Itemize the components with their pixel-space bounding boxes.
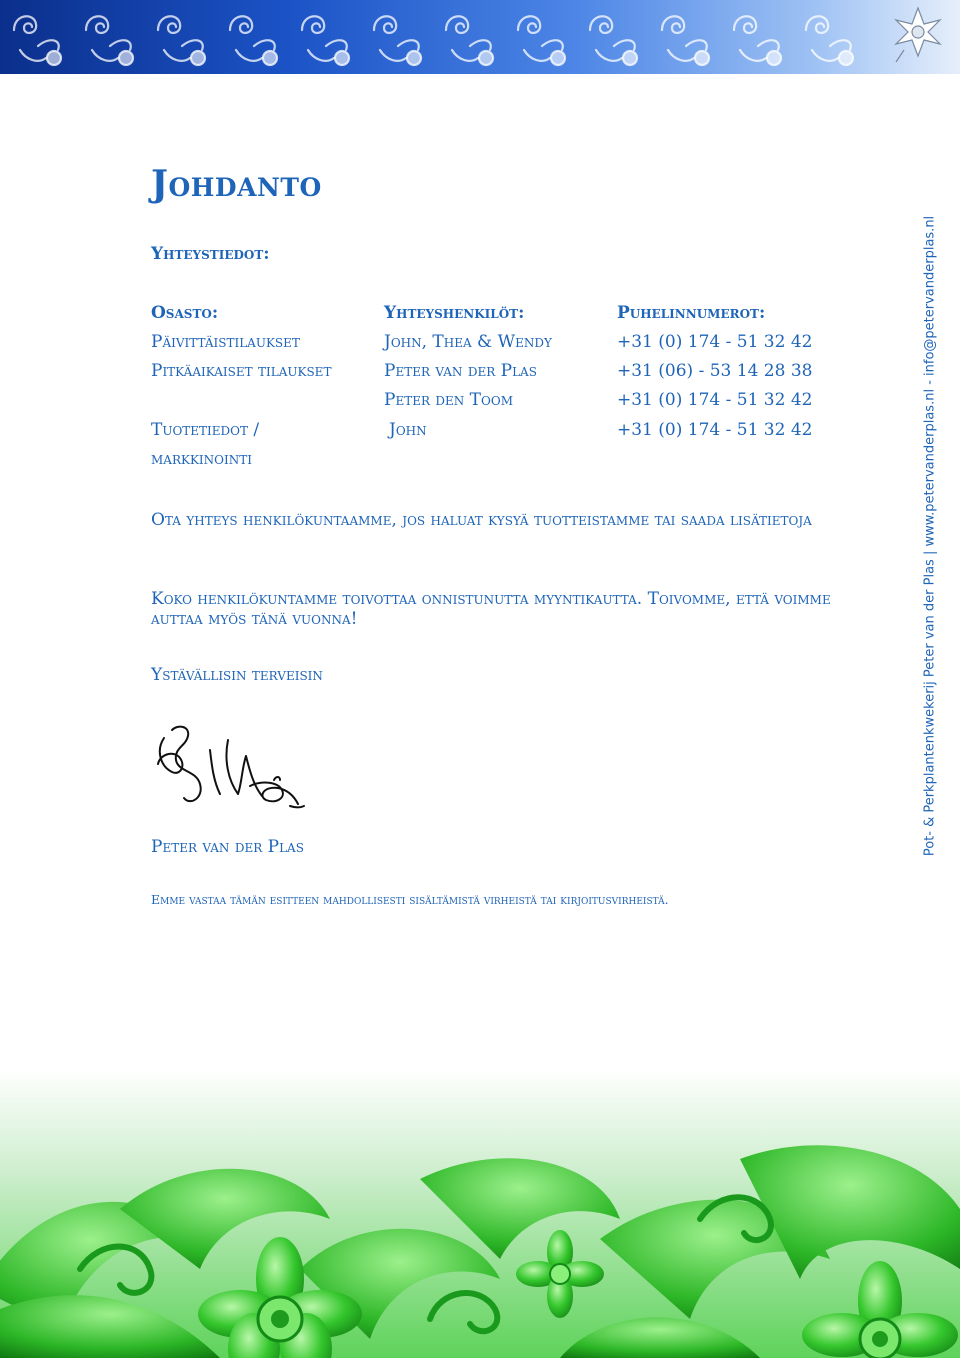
column-header-department: Osasto: — [151, 303, 219, 323]
column-header-phones: Puhelinnumerot: — [617, 303, 766, 323]
section-label-contacts: Yhteystiedot: — [151, 244, 270, 264]
ornament-pattern-icon — [0, 0, 960, 74]
header-ornament-band — [0, 0, 960, 74]
phone-cell: +31 (0) 174 - 51 32 42 — [617, 420, 813, 440]
department-cell: Päivittäistilaukset — [151, 332, 300, 352]
flower-sketch-icon — [896, 8, 940, 62]
phone-cell: +31 (0) 174 - 51 32 42 — [617, 390, 813, 410]
contact-person-cell: John — [389, 420, 427, 440]
page-title: Johdanto — [151, 163, 322, 205]
wishes-paragraph: Koko henkilökuntamme toivottaa onnistunutta myyntikautta. Toivomme, että voimme auttaa myös tänä vuonna! — [151, 589, 831, 629]
disclaimer-text: Emme vastaa tämän esitteen mahdollisesti sisältämistä virheistä tai kirjoitusvirheistä. — [151, 892, 669, 907]
contact-person-cell: Peter den Toom — [384, 390, 513, 410]
green-floral-carving-icon — [0, 1069, 960, 1358]
phone-cell: +31 (06) - 53 14 28 38 — [617, 361, 813, 381]
closing-text: Ystävällisin terveisin — [151, 665, 323, 685]
contact-person-cell: Peter van der Plas — [384, 361, 537, 381]
signature-image — [150, 720, 310, 820]
department-cell: Tuotetiedot / — [151, 420, 260, 440]
phone-cell: +31 (0) 174 - 51 32 42 — [617, 332, 813, 352]
department-cell-continuation: markkinointi — [151, 449, 252, 469]
contact-paragraph: Ota yhteys henkilökuntaamme, jos haluat kysyä tuotteistamme tai saada lisätietoja — [151, 510, 812, 530]
contact-person-cell: John, Thea & Wendy — [384, 332, 552, 352]
department-cell: Pitkäaikaiset tilaukset — [151, 361, 332, 381]
footer-ornament-band — [0, 1069, 960, 1358]
signer-name: Peter van der Plas — [151, 837, 304, 857]
column-header-people: Yhteyshenkilöt: — [384, 303, 525, 323]
company-contact-vertical: Pot- & Perkplantenkwekerij Peter van der Plas | www.petervanderplas.nl - info@petervanderplas.nl — [922, 215, 938, 857]
